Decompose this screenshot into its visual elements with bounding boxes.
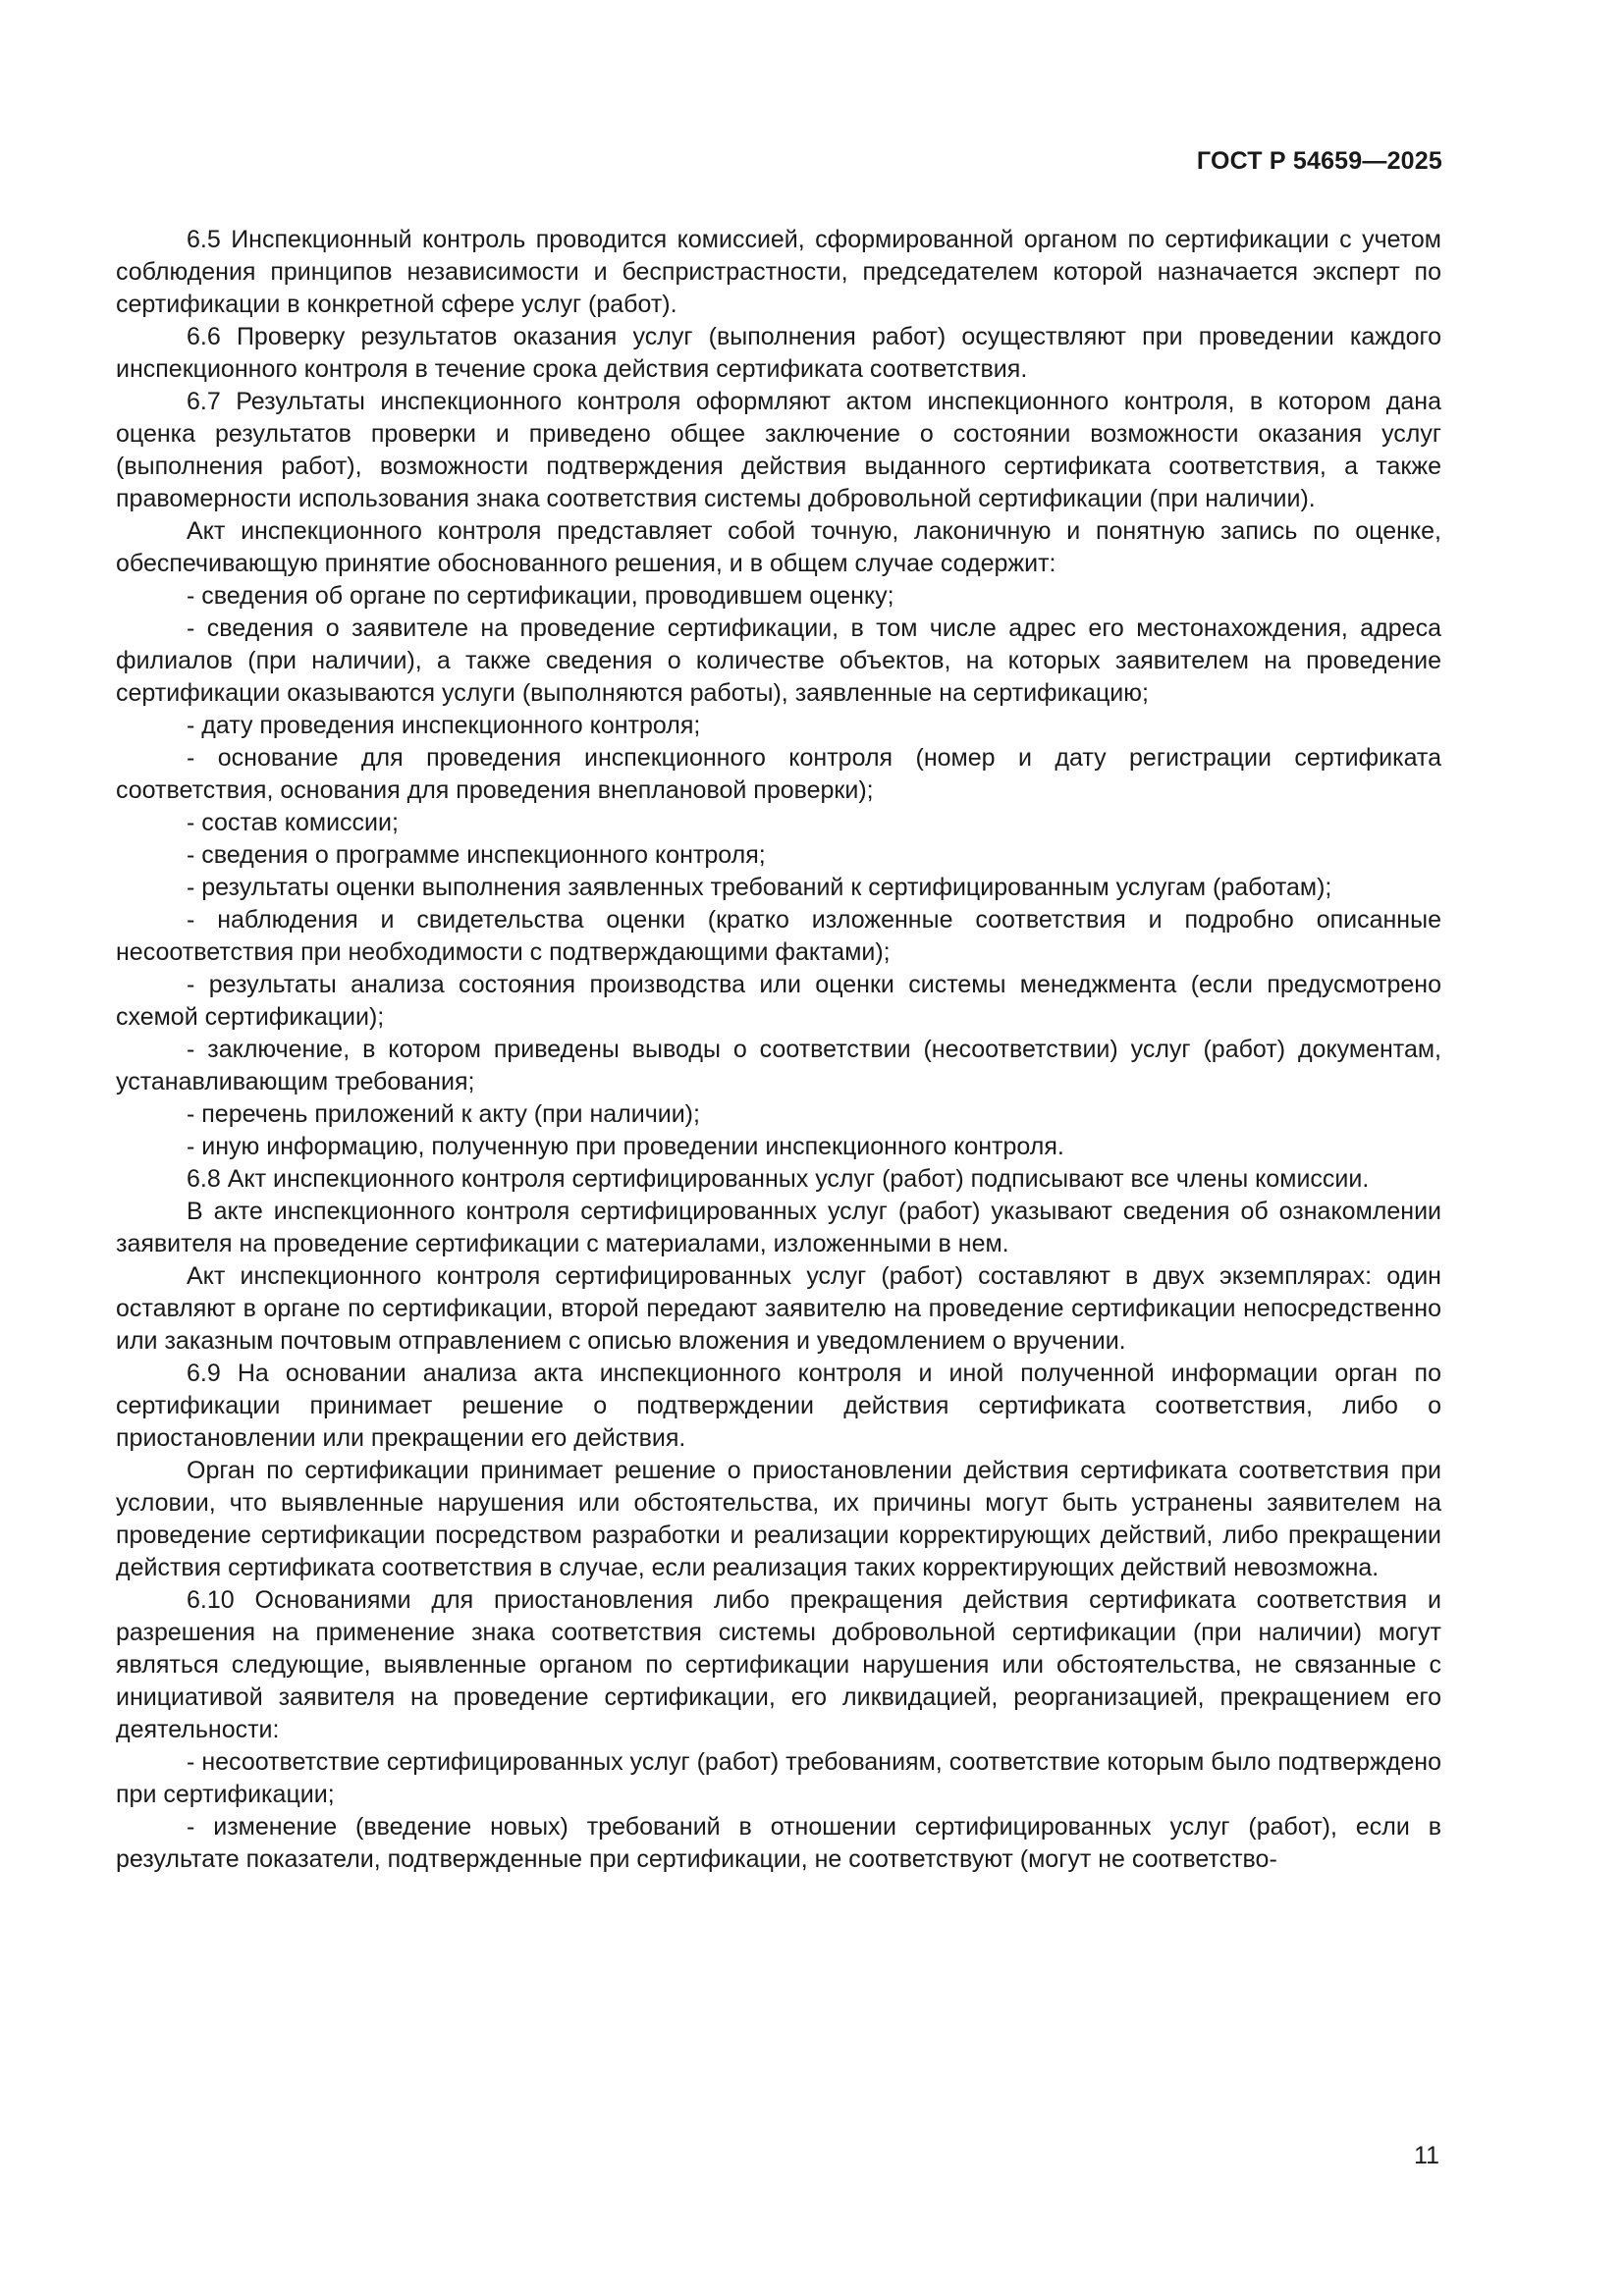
document-body <box>116 224 1441 1876</box>
list-item: - сведения об органе по сертификации, проводившем оценку; <box>187 582 894 610</box>
paragraph: 6.6 Проверку результатов оказания услуг (выполнения работ) осуществляют при проведении каждого инспекционного контроля в течение срока действия сертификата соответствия. <box>116 323 1441 383</box>
list-item: - сведения о программе инспекционного контроля; <box>187 841 766 869</box>
list-item: - дату проведения инспекционного контроля; <box>187 712 701 739</box>
paragraph: 6.5 Инспекционный контроль проводится комиссией, сформированной органом по сертификации с учетом соблюдения принципов независимости и беспристрастности, председателем которой назначается эксперт по сертификации в конкретной сфере услуг (работ). <box>116 226 1441 318</box>
list-item: - несоответствие сертифицированных услуг (работ) требованиям, соответствие которым было подтверждено при сертификации; <box>116 1748 1441 1808</box>
list-item: - наблюдения и свидетельства оценки (кратко изложенные соответствия и подробно описанные несоответствия при необходимости с подтверждающими фактами); <box>116 906 1441 966</box>
page-number: 11 <box>1414 2142 1439 2169</box>
paragraph: 6.9 На основании анализа акта инспекционного контроля и иной полученной информации орган по сертификации принимает решение о подтверждении действия сертификата соответствия, либо о приостановлении или прекращении его действия. <box>116 1360 1441 1452</box>
paragraph: 6.10 Основаниями для приостановления либо прекращения действия сертификата соответствия и разрешения на применение знака соответствия системы добровольной сертификации (при наличии) могут являться следующие, выявленные органом по сертификации нарушения или обстоятельства, не связанные с инициативой заявителя на проведение сертификации, его ликвидацией, реорганизацией, прекращением его деятельности: <box>116 1586 1441 1743</box>
paragraph: Орган по сертификации принимает решение о приостановлении действия сертификата соответствия при условии, что выявленные нарушения или обстоятельства, их причины могут быть устранены заявителем на проведение сертификации посредством разработки и реализации корректирующих действий, либо прекращении действия сертификата соответствия в случае, если реализация таких корректирующих действий невозможна. <box>116 1457 1441 1581</box>
list-item: - основание для проведения инспекционного контроля (номер и дату регистрации сертификата соответствия, основания для проведения внеплановой проверки); <box>116 744 1441 804</box>
list-item: - заключение, в котором приведены выводы о соответствии (несоответствии) услуг (работ) документам, устанавливающим требования; <box>116 1036 1441 1095</box>
list-item: - иную информацию, полученную при проведении инспекционного контроля. <box>187 1133 1064 1160</box>
paragraph: В акте инспекционного контроля сертифицированных услуг (работ) указывают сведения об ознакомлении заявителя на проведение сертификации с материалами, изложенными в нем. <box>116 1198 1441 1257</box>
paragraph: Акт инспекционного контроля представляет собой точную, лаконичную и понятную запись по оценке, обеспечивающую принятие обоснованного решения, и в общем случае содержит: <box>116 517 1441 577</box>
list-item: - результаты оценки выполнения заявленных требований к сертифицированным услугам (работам); <box>187 874 1332 901</box>
document-code-header: ГОСТ Р 54659—2025 <box>1196 147 1442 175</box>
list-item: - состав комиссии; <box>187 809 399 836</box>
list-item: - изменение (введение новых) требований в отношении сертифицированных услуг (работ), если в результате показатели, подтвержденные при сертификации, не соответствуют (могут не соответство- <box>116 1813 1441 1873</box>
paragraph: 6.8 Акт инспекционного контроля сертифицированных услуг (работ) подписывают все члены комиссии. <box>187 1165 1370 1193</box>
list-item: - перечень приложений к акту (при наличии); <box>187 1100 700 1128</box>
paragraph: Акт инспекционного контроля сертифицированных услуг (работ) составляют в двух экземплярах: один оставляют в органе по сертификации, второй передают заявителю на проведение сертификации непосредственно или заказным почтовым отправлением с описью вложения и уведомлением о вручении. <box>116 1262 1441 1355</box>
list-item: - результаты анализа состояния производства или оценки системы менеджмента (если предусмотрено схемой сертификации); <box>116 971 1441 1031</box>
paragraph: 6.7 Результаты инспекционного контроля оформляют актом инспекционного контроля, в котором дана оценка результатов проверки и приведено общее заключение о состоянии возможности оказания услуг (выполнения работ), возможности подтверждения действия выданного сертификата соответствия, а также правомерности использования знака соответствия системы добровольной сертификации (при наличии). <box>116 388 1441 512</box>
list-item: - сведения о заявителе на проведение сертификации, в том числе адрес его местонахождения, адреса филиалов (при наличии), а также сведения о количестве объектов, на которых заявителем на проведение сертификации оказываются услуги (выполняются работы), заявленные на сертификацию; <box>116 614 1441 707</box>
